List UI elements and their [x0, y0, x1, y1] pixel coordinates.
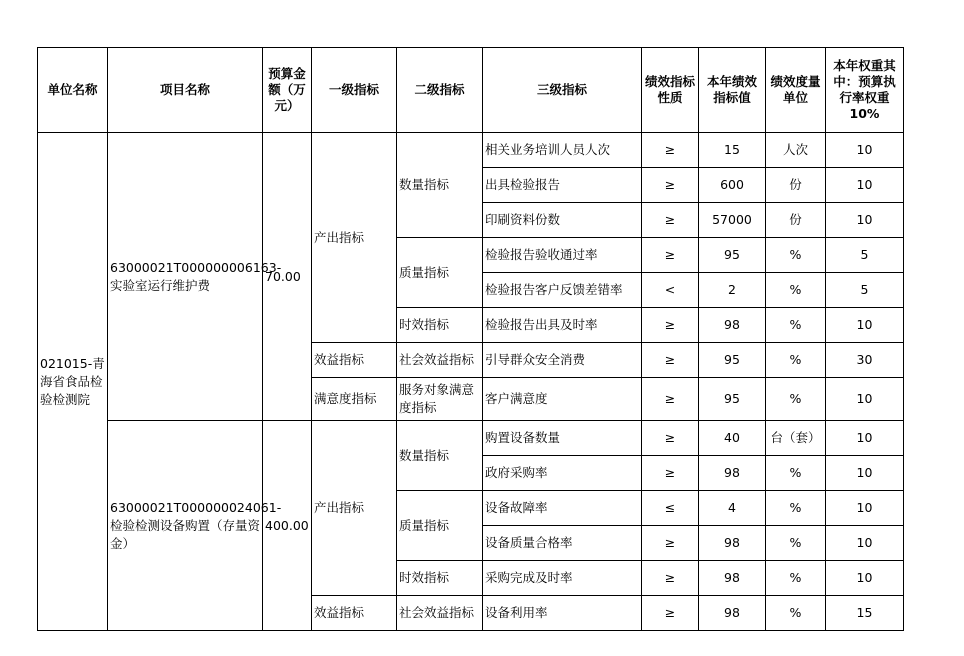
nature-cell: ≥ — [642, 456, 699, 491]
level2-cell: 社会效益指标 — [397, 343, 483, 378]
nature-cell: ≥ — [642, 561, 699, 596]
level3-cell: 政府采购率 — [483, 456, 642, 491]
level3-cell: 设备利用率 — [483, 596, 642, 631]
nature-cell: ≥ — [642, 133, 699, 168]
level3-cell: 检验报告验收通过率 — [483, 238, 642, 273]
weight-cell: 10 — [826, 308, 904, 343]
weight-cell: 10 — [826, 561, 904, 596]
level1-cell: 效益指标 — [312, 343, 397, 378]
target-cell: 98 — [699, 456, 766, 491]
target-cell: 95 — [699, 378, 766, 421]
table-row — [38, 133, 904, 168]
nature-cell: ≥ — [642, 378, 699, 421]
level2-cell: 社会效益指标 — [397, 596, 483, 631]
measure-unit-cell: % — [766, 561, 826, 596]
nature-cell: ≤ — [642, 491, 699, 526]
target-cell: 98 — [699, 596, 766, 631]
header-level2: 二级指标 — [397, 48, 483, 133]
project-name-cell: 63000021T000000006163-实验室运行维护费 — [108, 133, 263, 421]
header-level3: 三级指标 — [483, 48, 642, 133]
level2-cell: 数量指标 — [397, 421, 483, 491]
weight-cell: 15 — [826, 596, 904, 631]
nature-cell: ≥ — [642, 526, 699, 561]
measure-unit-cell: % — [766, 378, 826, 421]
header-level1: 一级指标 — [312, 48, 397, 133]
measure-unit-cell: % — [766, 308, 826, 343]
nature-cell: ≥ — [642, 168, 699, 203]
level2-cell: 数量指标 — [397, 133, 483, 238]
level3-cell: 设备故障率 — [483, 491, 642, 526]
budget-cell: 70.00 — [263, 133, 312, 421]
header-target: 本年绩效指标值 — [699, 48, 766, 133]
target-cell: 95 — [699, 343, 766, 378]
target-cell: 40 — [699, 421, 766, 456]
header-project-name: 项目名称 — [108, 48, 263, 133]
weight-cell: 10 — [826, 378, 904, 421]
level1-cell: 效益指标 — [312, 596, 397, 631]
header-nature: 绩效指标性质 — [642, 48, 699, 133]
nature-cell: ≥ — [642, 343, 699, 378]
level2-cell: 质量指标 — [397, 238, 483, 308]
weight-cell: 10 — [826, 456, 904, 491]
weight-cell: 10 — [826, 526, 904, 561]
target-cell: 57000 — [699, 203, 766, 238]
measure-unit-cell: 份 — [766, 203, 826, 238]
header-measure-unit: 绩效度量单位 — [766, 48, 826, 133]
weight-cell: 30 — [826, 343, 904, 378]
measure-unit-cell: % — [766, 238, 826, 273]
nature-cell: < — [642, 273, 699, 308]
level3-cell: 设备质量合格率 — [483, 526, 642, 561]
target-cell: 98 — [699, 526, 766, 561]
header-budget: 预算金额（万元） — [263, 48, 312, 133]
level3-cell: 购置设备数量 — [483, 421, 642, 456]
nature-cell: ≥ — [642, 238, 699, 273]
measure-unit-cell: % — [766, 273, 826, 308]
level1-cell: 满意度指标 — [312, 378, 397, 421]
measure-unit-cell: % — [766, 456, 826, 491]
unit-name-cell: 021015-青海省食品检验检测院 — [38, 133, 108, 631]
budget-cell: 400.00 — [263, 421, 312, 631]
nature-cell: ≥ — [642, 203, 699, 238]
nature-cell: ≥ — [642, 421, 699, 456]
level2-cell: 时效指标 — [397, 561, 483, 596]
weight-cell: 5 — [826, 273, 904, 308]
level3-cell: 印刷资料份数 — [483, 203, 642, 238]
weight-cell: 5 — [826, 238, 904, 273]
project-name-cell: 63000021T000000024061-检验检测设备购置（存量资金） — [108, 421, 263, 631]
weight-cell: 10 — [826, 203, 904, 238]
level1-cell: 产出指标 — [312, 421, 397, 596]
header-row — [38, 48, 904, 133]
target-cell: 98 — [699, 308, 766, 343]
level3-cell: 客户满意度 — [483, 378, 642, 421]
measure-unit-cell: % — [766, 596, 826, 631]
target-cell: 2 — [699, 273, 766, 308]
header-weight: 本年权重其中：预算执行率权重10% — [826, 48, 904, 133]
measure-unit-cell: % — [766, 526, 826, 561]
nature-cell: ≥ — [642, 596, 699, 631]
nature-cell: ≥ — [642, 308, 699, 343]
level3-cell: 检验报告出具及时率 — [483, 308, 642, 343]
level3-cell: 出具检验报告 — [483, 168, 642, 203]
measure-unit-cell: 人次 — [766, 133, 826, 168]
level2-cell: 质量指标 — [397, 491, 483, 561]
level1-cell: 产出指标 — [312, 133, 397, 343]
level3-cell: 采购完成及时率 — [483, 561, 642, 596]
weight-cell: 10 — [826, 168, 904, 203]
target-cell: 600 — [699, 168, 766, 203]
measure-unit-cell: 份 — [766, 168, 826, 203]
measure-unit-cell: 台（套） — [766, 421, 826, 456]
table-row — [38, 421, 904, 456]
target-cell: 4 — [699, 491, 766, 526]
weight-cell: 10 — [826, 133, 904, 168]
level2-cell: 服务对象满意度指标 — [397, 378, 483, 421]
level2-cell: 时效指标 — [397, 308, 483, 343]
level3-cell: 检验报告客户反馈差错率 — [483, 273, 642, 308]
level3-cell: 引导群众安全消费 — [483, 343, 642, 378]
weight-cell: 10 — [826, 421, 904, 456]
header-unit-name: 单位名称 — [38, 48, 108, 133]
target-cell: 15 — [699, 133, 766, 168]
target-cell: 95 — [699, 238, 766, 273]
weight-cell: 10 — [826, 491, 904, 526]
measure-unit-cell: % — [766, 491, 826, 526]
level3-cell: 相关业务培训人员人次 — [483, 133, 642, 168]
target-cell: 98 — [699, 561, 766, 596]
measure-unit-cell: % — [766, 343, 826, 378]
performance-table — [37, 47, 904, 631]
